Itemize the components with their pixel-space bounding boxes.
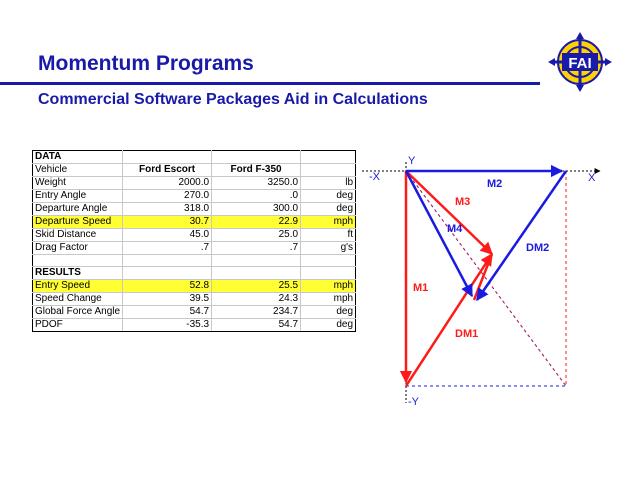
axis-label-x: X: [588, 172, 596, 184]
label-m2: M2: [487, 178, 503, 190]
axis-label-neg-x: -X: [369, 171, 380, 183]
table-row: Departure Angle 318.0 300.0 deg: [33, 203, 356, 216]
axis-label-neg-y: -Y: [408, 396, 419, 408]
title-divider: [0, 82, 540, 85]
page-title: Momentum Programs: [38, 52, 254, 75]
table-row: Drag Factor .7 .7 g's: [33, 242, 356, 255]
table-row: PDOF -35.3 54.7 deg: [33, 319, 356, 332]
table-row: Skid Distance 45.0 25.0 ft: [33, 229, 356, 242]
label-dm1: DM1: [455, 328, 479, 340]
table-row: Weight 2000.0 3250.0 lb: [33, 177, 356, 190]
vehicle-label: Vehicle: [33, 164, 123, 177]
label-m3: M3: [455, 196, 471, 208]
vector-dm1: [406, 254, 492, 386]
vector-dm2: [477, 171, 566, 300]
logo-text: FAI: [568, 55, 592, 72]
table-row-highlighted: Departure Speed 30.7 22.9 mph: [33, 216, 356, 229]
table-row: Speed Change 39.5 24.3 mph: [33, 293, 356, 306]
label-m4: M4: [447, 223, 463, 235]
axis-label-y: Y: [408, 155, 416, 167]
page-subtitle: Commercial Software Packages Aid in Calculations: [38, 91, 428, 108]
results-section-label: RESULTS: [33, 267, 123, 280]
label-dm2: DM2: [526, 242, 550, 254]
fai-logo: [545, 30, 615, 94]
vehicle-2-header: Ford F-350: [212, 164, 301, 177]
table-row: Entry Angle 270.0 .0 deg: [33, 190, 356, 203]
momentum-table: [32, 150, 356, 332]
label-m1: M1: [413, 282, 429, 294]
table-row: Global Force Angle 54.7 234.7 deg: [33, 306, 356, 319]
momentum-vector-diagram: [360, 150, 610, 410]
vector-m3: [406, 171, 492, 254]
data-section-label: DATA: [33, 151, 123, 164]
vehicle-1-header: Ford Escort: [123, 164, 212, 177]
table-row-highlighted: Entry Speed 52.8 25.5 mph: [33, 280, 356, 293]
spacer-row: [33, 255, 356, 267]
